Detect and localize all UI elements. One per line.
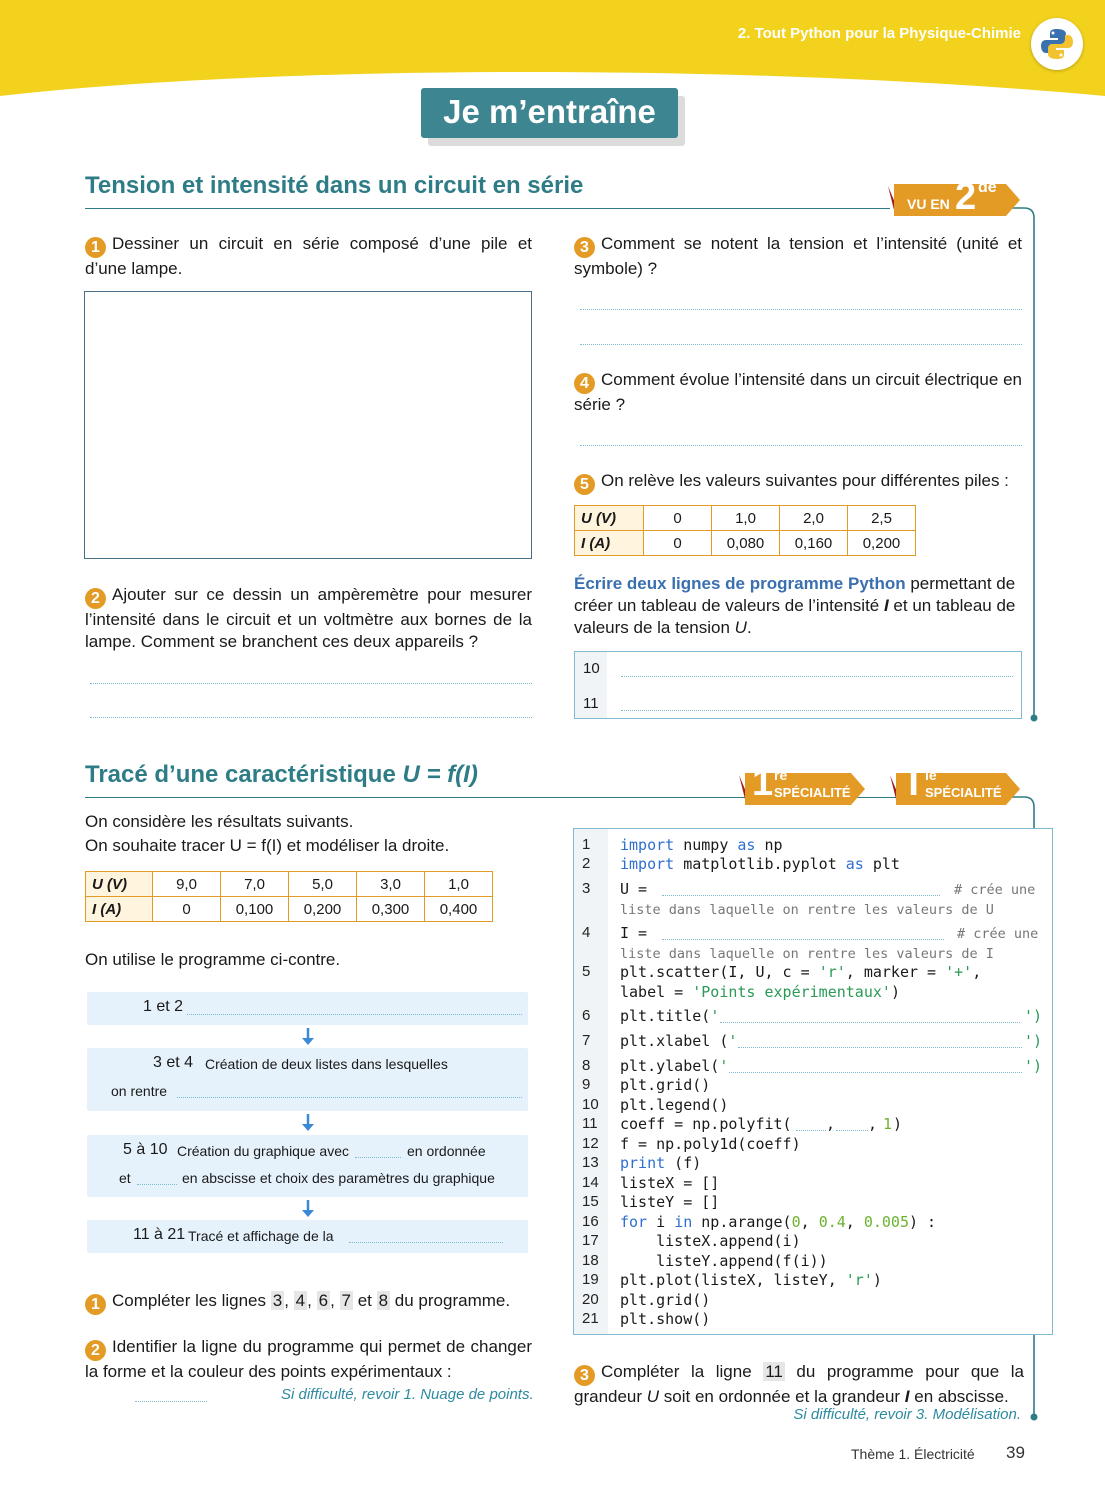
code-comment: # crée une: [954, 882, 1036, 898]
flow-step-text: Tracé et affichage de la: [188, 1228, 334, 1244]
code-line-11: [620, 1115, 792, 1133]
s2-q2-text: Identifier la ligne du programme qui permet de changer la forme et la couleur des points expérimentaux :: [85, 1337, 532, 1381]
code-token: plt: [863, 855, 900, 873]
code-token: , marker =: [845, 963, 946, 981]
s2-q2-answer-blank[interactable]: [135, 1401, 207, 1402]
python-task-var1: I: [883, 596, 889, 615]
code-token: '): [1024, 1007, 1043, 1025]
line-number: 12: [582, 1135, 599, 1152]
code-line-18: listeY.append(f(i)): [620, 1252, 828, 1270]
code-token: plt.ylabel(: [620, 1057, 720, 1075]
line-number: 14: [582, 1174, 599, 1191]
code-token: 'r': [845, 1271, 873, 1289]
line-number: 1: [582, 836, 591, 853]
code-line-2: [620, 855, 900, 873]
code-token: ): [890, 983, 900, 1001]
code-line-4-blank[interactable]: [662, 939, 944, 940]
python-task-highlight: Écrire deux lignes de programme Python: [574, 574, 906, 593]
s2-question-3: [574, 1361, 1024, 1408]
table-cell: 7,0: [221, 872, 289, 897]
chapter-title: 2. Tout Python pour la Physique-Chimie: [737, 25, 1021, 42]
s1-q2-answer-line-1[interactable]: [90, 683, 532, 684]
table-row: [575, 506, 916, 531]
code-token: plt.xlabel (: [620, 1032, 729, 1050]
code-token: 0.005: [863, 1213, 909, 1231]
line-number: 5: [582, 963, 591, 980]
python-task-var2: U: [734, 618, 747, 637]
code-token: 'r': [818, 963, 846, 981]
flow-step-3-blank-b[interactable]: [137, 1184, 177, 1185]
code-token: I =: [620, 924, 657, 942]
s1-question-2: [85, 584, 532, 653]
drawing-box[interactable]: [84, 291, 532, 559]
line-number: 2: [582, 855, 591, 872]
code-line-5: [620, 963, 981, 981]
code-line-8-blank[interactable]: [729, 1072, 1022, 1073]
s2-q3-text-d: en abscisse.: [909, 1387, 1009, 1406]
flow-step-range: 3 et 4: [153, 1054, 194, 1071]
code-line-21: plt.show(): [620, 1310, 711, 1328]
s1-values-table: [574, 505, 916, 556]
flow-step-1-blank[interactable]: [187, 1014, 522, 1015]
code-token: matplotlib.pyplot: [674, 855, 846, 873]
s2-intro-2: On souhaite tracer U = f(I) et modéliser la droite.: [85, 836, 450, 855]
flow-step-text: en abscisse et choix des paramètres du graphique: [182, 1170, 495, 1186]
badge-1re-level: 1: [752, 762, 774, 804]
code-token: plt.scatter(I, U, c =: [620, 963, 819, 981]
table-cell: 0,160: [780, 531, 848, 556]
code-line-16: [620, 1213, 936, 1231]
code-line-ref: 7: [341, 1291, 351, 1310]
section1-rule: [85, 208, 890, 209]
table-cell: 0: [644, 531, 712, 556]
s1-q4-text: Comment évolue l’intensité dans un circuit électrique en série ?: [574, 370, 1022, 414]
s1-q2-text: Ajouter sur ce dessin un ampèremètre pour mesurer l’intensité dans le circuit et un voltmètre aux bornes de la lampe. Comment se branchent ces deux appareils ?: [85, 585, 532, 651]
code-token: in: [674, 1213, 693, 1231]
section2-rule: [85, 797, 775, 798]
table-cell: 1,0: [712, 506, 780, 531]
s2-q3-var1: U: [646, 1387, 660, 1406]
badge-tle-level: T: [902, 762, 926, 804]
flow-step-2: [87, 1048, 528, 1111]
code-token: numpy: [674, 836, 738, 854]
code-box: [573, 828, 1053, 1335]
s2-q2-number: 2: [85, 1340, 106, 1361]
python-answer-box: [574, 651, 1022, 719]
code-line-20: plt.grid(): [620, 1291, 711, 1309]
code-token: '): [1024, 1032, 1043, 1050]
line-number: 11: [583, 695, 599, 712]
table-cell: 0,200: [848, 531, 916, 556]
table-header-u: U (V): [575, 506, 644, 531]
line-number: 6: [582, 1007, 591, 1024]
badge-vu-en-2de: [884, 176, 1024, 222]
flow-step-text: on rentre: [111, 1083, 168, 1099]
line-number: 9: [582, 1076, 591, 1093]
s1-q1-text: Dessiner un circuit en série composé d’une pile et d’une lampe.: [85, 234, 532, 278]
table-cell: 5,0: [289, 872, 357, 897]
line-number: 10: [582, 1096, 599, 1113]
s1-q3-answer-line-1[interactable]: [580, 309, 1022, 310]
code-comment: liste dans laquelle on rentre les valeurs de I: [620, 946, 994, 962]
badge-1re-label: SPÉCIALITÉ: [774, 785, 851, 800]
banner-title: Je m’entraîne: [421, 88, 678, 138]
s2-question-1: 1 Compléter les lignes 3 , 4 , 6 , 7 et 8 du programme.: [85, 1290, 535, 1315]
flow-step-4: [87, 1220, 528, 1253]
s2-q3-var2: I: [904, 1387, 910, 1406]
flow-step-text: et: [119, 1170, 131, 1186]
flow-step-text: en ordonnée: [407, 1143, 486, 1159]
python-logo-icon: [1031, 18, 1083, 70]
python-answer-line-2[interactable]: [621, 710, 1013, 711]
s1-question-3: [574, 233, 1022, 280]
line-number: 21: [582, 1310, 599, 1327]
code-line-8-end: [1024, 1057, 1042, 1075]
flow-step-4-blank[interactable]: [349, 1242, 503, 1243]
s1-q5-text: On relève les valeurs suivantes pour différentes piles :: [601, 471, 1009, 490]
code-line-19: [620, 1271, 882, 1289]
code-token: ,: [868, 1115, 878, 1133]
s2-q3-text-b: du programme pour que la grandeur: [574, 1362, 1024, 1406]
code-line-ref: 4: [295, 1291, 306, 1310]
code-line-ref: 6: [318, 1291, 329, 1310]
s2-q3-number: 3: [574, 1365, 595, 1386]
line-number: 11: [582, 1115, 598, 1132]
line-number: 4: [582, 924, 591, 941]
code-token: (f): [665, 1154, 702, 1172]
code-line-1: [620, 836, 783, 854]
flow-step-1: [87, 992, 528, 1025]
s1-question-1: [85, 233, 532, 280]
code-token: for: [620, 1213, 648, 1231]
code-token: as: [737, 836, 756, 854]
code-comment: # crée une: [957, 926, 1039, 942]
s2-q1-end: du programme.: [390, 1291, 511, 1310]
arrow-down-icon: [298, 1026, 318, 1048]
code-token: ): [872, 1271, 882, 1289]
s1-q3-number: 3: [574, 237, 595, 258]
code-line-14: listeX = []: [620, 1174, 720, 1192]
table-header-i: I (A): [575, 531, 644, 556]
table-cell: 9,0: [153, 872, 221, 897]
code-line-15: listeY = []: [620, 1193, 720, 1211]
flow-step-range: 5 à 10: [123, 1141, 168, 1158]
code-token: 1: [883, 1115, 893, 1133]
s1-q3-text: Comment se notent la tension et l’intensité (unité et symbole) ?: [574, 234, 1022, 278]
section2-title: [85, 761, 478, 789]
line-number: 10: [583, 660, 600, 677]
badge-level-sup: de: [978, 179, 997, 196]
code-line-ref: 8: [378, 1291, 389, 1310]
code-token: import: [620, 855, 675, 873]
s2-program-intro: On utilise le programme ci-contre.: [85, 950, 341, 969]
badge-level: 2: [955, 176, 977, 218]
table-cell: 0,300: [357, 897, 425, 922]
code-line-ref: 11: [765, 1362, 783, 1381]
code-line-6-end: [1024, 1007, 1042, 1025]
code-token: plt.plot(listeX, listeY,: [620, 1271, 846, 1289]
code-line-7-end: [1024, 1032, 1042, 1050]
flow-step-2-blank[interactable]: [177, 1097, 522, 1098]
code-token: coeff = np.polyfit(: [620, 1115, 792, 1133]
python-answer-line-1[interactable]: [621, 676, 1013, 677]
code-token: i: [647, 1213, 675, 1231]
code-line-3: [620, 880, 656, 898]
badge-vu-en-label: VU EN: [907, 196, 950, 212]
code-token: ,: [826, 1115, 836, 1133]
flow-step-range: 1 et 2: [143, 998, 184, 1015]
code-line-11-blank-2[interactable]: [836, 1130, 868, 1131]
table-header-i: I (A): [86, 897, 153, 922]
page-number: 39: [1006, 1443, 1025, 1462]
code-token: plt.title(: [620, 1007, 711, 1025]
table-cell: 3,0: [357, 872, 425, 897]
python-task-text2: et un tableau de valeurs de la tension: [574, 596, 1016, 637]
s2-q1-text: Compléter les lignes: [112, 1291, 271, 1310]
line-number: 18: [582, 1252, 599, 1269]
code-line-12: f = np.poly1d(coeff): [620, 1135, 801, 1153]
s2-question-2: [85, 1336, 532, 1383]
badge-tle-sup: le: [925, 767, 937, 783]
code-line-5b: [620, 983, 900, 1001]
table-cell: 0: [644, 506, 712, 531]
s1-q2-number: 2: [85, 588, 106, 609]
line-number: 7: [582, 1032, 591, 1049]
table-header-u: U (V): [86, 872, 153, 897]
arrow-down-icon: [298, 1198, 318, 1220]
s1-q2-answer-line-2[interactable]: [90, 717, 532, 718]
code-token: print: [620, 1154, 666, 1172]
python-task-text: permettant de créer un tableau de valeurs de l’intensité: [574, 574, 1016, 615]
code-token: ,: [845, 1213, 864, 1231]
line-number: 19: [582, 1271, 599, 1288]
s2-q3-text-c: soit en ordonnée et la grandeur: [659, 1387, 905, 1406]
s1-q1-number: 1: [85, 237, 106, 258]
code-line-7: [620, 1032, 737, 1050]
code-token: label =: [620, 983, 693, 1001]
code-line-6: [620, 1007, 719, 1025]
code-line-9: plt.grid(): [620, 1076, 711, 1094]
code-line-13: [620, 1154, 701, 1172]
s1-question-5: [574, 470, 1026, 495]
code-line-17: listeX.append(i): [620, 1232, 801, 1250]
section2-title-formula: U = f(I): [402, 761, 478, 788]
code-token: 0: [791, 1213, 801, 1231]
badge-1re-sup: re: [774, 767, 788, 783]
table-cell: 0,200: [289, 897, 357, 922]
arrow-down-icon: [298, 1112, 318, 1134]
code-token: ,: [972, 963, 982, 981]
code-token: import: [620, 836, 675, 854]
python-task: [574, 573, 1024, 639]
code-token: np: [755, 836, 783, 854]
table-row: [575, 531, 916, 556]
s1-q4-answer-line[interactable]: [580, 445, 1022, 446]
code-token: ) :: [909, 1213, 937, 1231]
line-number: 8: [582, 1057, 591, 1074]
code-token: np.arange(: [692, 1213, 792, 1231]
code-token: U =: [620, 880, 657, 898]
section2-title-text: Tracé d’une caractéristique: [85, 761, 403, 788]
badge-tle-label: SPÉCIALITÉ: [925, 785, 1002, 800]
s1-q3-answer-line-2[interactable]: [580, 344, 1022, 345]
code-token: '+': [945, 963, 973, 981]
code-token: '): [1024, 1057, 1043, 1075]
code-line-6-blank[interactable]: [720, 1022, 1020, 1023]
s2-q2-hint: Si difficulté, revoir 1. Nuage de points.: [281, 1386, 534, 1403]
line-number: 17: [582, 1232, 599, 1249]
code-line-8: [620, 1057, 728, 1075]
table-cell: 2,0: [780, 506, 848, 531]
s2-q3-text-a: Compléter la ligne: [601, 1362, 764, 1381]
flow-step-text: Création du graphique avec: [177, 1143, 350, 1159]
table-row: [86, 872, 493, 897]
table-cell: 0,080: [712, 531, 780, 556]
s1-q4-number: 4: [574, 373, 595, 394]
line-number: 15: [582, 1193, 599, 1210]
flow-step-3: [87, 1135, 528, 1197]
code-token: 0.4: [818, 1213, 846, 1231]
code-line-11-blank-1[interactable]: [796, 1130, 826, 1131]
s1-question-4: [574, 369, 1022, 416]
line-number: 16: [582, 1213, 599, 1230]
table-cell: 2,5: [848, 506, 916, 531]
flow-step-range: 11 à 21: [133, 1226, 186, 1243]
code-token: ,: [800, 1213, 819, 1231]
flow-step-3-blank-a[interactable]: [355, 1157, 401, 1158]
code-line-ref: 3: [272, 1291, 283, 1310]
footer-theme: Thème 1. Électricité: [851, 1446, 975, 1462]
table-cell: 0: [153, 897, 221, 922]
section1-title: Tension et intensité dans un circuit en série: [85, 172, 584, 199]
code-token: 'Points expérimentaux': [692, 983, 891, 1001]
line-number: 3: [582, 880, 591, 897]
header-band: [0, 0, 1105, 100]
code-line-3-blank[interactable]: [662, 895, 940, 896]
code-token: as: [845, 855, 864, 873]
python-task-end: .: [746, 618, 752, 637]
table-cell: 1,0: [425, 872, 493, 897]
code-token: ': [719, 1057, 729, 1075]
s1-q5-number: 5: [574, 474, 595, 495]
s2-values-table: [85, 871, 493, 922]
code-comment: liste dans laquelle on rentre les valeurs de U: [620, 902, 994, 918]
table-row: [86, 897, 493, 922]
code-line-7-blank[interactable]: [738, 1047, 1022, 1048]
line-number: 13: [582, 1154, 599, 1171]
line-number: 20: [582, 1291, 599, 1308]
table-cell: 0,400: [425, 897, 493, 922]
code-token: ): [893, 1115, 903, 1133]
s2-intro-1: On considère les résultats suivants.: [85, 812, 354, 831]
s2-q3-hint: Si difficulté, revoir 3. Modélisation.: [793, 1406, 1021, 1423]
table-cell: 0,100: [221, 897, 289, 922]
code-token: ': [710, 1007, 720, 1025]
flow-step-text: Création de deux listes dans lesquelles: [205, 1056, 448, 1072]
code-line-4: [620, 924, 656, 942]
code-line-10: plt.legend(): [620, 1096, 729, 1114]
s2-q1-number: 1: [85, 1294, 106, 1315]
section1-bracket: [1010, 205, 1040, 725]
code-token: ': [728, 1032, 738, 1050]
